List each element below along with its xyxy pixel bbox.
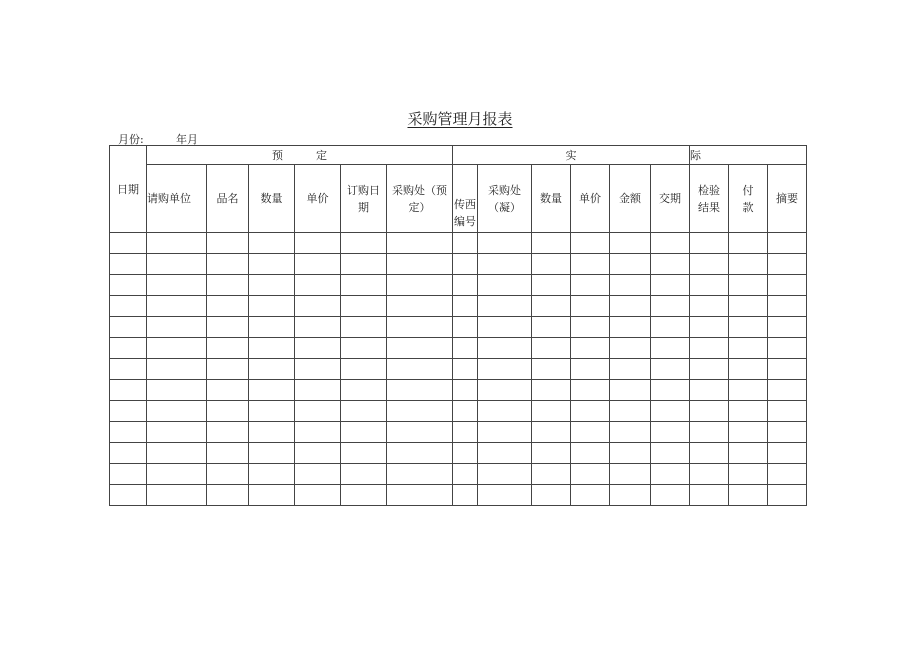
table-cell[interactable] <box>295 485 341 506</box>
table-cell[interactable] <box>610 401 651 422</box>
table-cell[interactable] <box>453 422 478 443</box>
table-cell[interactable] <box>147 275 207 296</box>
table-cell[interactable] <box>249 233 295 254</box>
table-cell[interactable] <box>341 317 387 338</box>
report-title: 采购管理月报表 <box>407 110 513 128</box>
table-cell[interactable] <box>249 296 295 317</box>
header-group-actual-2: 际 <box>690 146 807 165</box>
table-cell[interactable] <box>341 338 387 359</box>
table-cell[interactable] <box>729 422 768 443</box>
table-cell[interactable] <box>651 317 690 338</box>
table-cell[interactable] <box>571 464 610 485</box>
table-cell[interactable] <box>147 233 207 254</box>
table-cell[interactable] <box>768 443 807 464</box>
table-cell[interactable] <box>341 464 387 485</box>
table-cell[interactable] <box>690 485 729 506</box>
table-cell[interactable] <box>532 233 571 254</box>
table-cell[interactable] <box>690 359 729 380</box>
table-cell[interactable] <box>651 338 690 359</box>
table-cell[interactable] <box>610 380 651 401</box>
header-item-name: 品名 <box>207 165 249 233</box>
table-row <box>110 422 807 443</box>
table-cell[interactable] <box>478 380 532 401</box>
table-cell[interactable] <box>341 443 387 464</box>
header-row-columns <box>110 165 807 233</box>
table-cell[interactable] <box>729 254 768 275</box>
table-body <box>110 233 807 506</box>
table-cell[interactable] <box>295 464 341 485</box>
table-row <box>110 464 807 485</box>
table-cell[interactable] <box>571 422 610 443</box>
header-unit-price-actual: 单价 <box>571 165 610 233</box>
month-value: 年月 <box>176 133 198 146</box>
table-row <box>110 401 807 422</box>
purchase-report-table <box>109 145 807 506</box>
table-cell[interactable] <box>295 359 341 380</box>
table-cell[interactable] <box>387 422 453 443</box>
header-purchasing-office-actual: 采购处（凝） <box>478 165 532 233</box>
table-cell[interactable] <box>478 296 532 317</box>
table-cell[interactable] <box>729 317 768 338</box>
table-cell[interactable] <box>387 296 453 317</box>
table-cell[interactable] <box>690 275 729 296</box>
table-cell[interactable] <box>453 296 478 317</box>
table-cell[interactable] <box>571 380 610 401</box>
table-cell[interactable] <box>690 443 729 464</box>
table-cell[interactable] <box>651 464 690 485</box>
table-cell[interactable] <box>478 254 532 275</box>
table-cell[interactable] <box>768 422 807 443</box>
table-cell[interactable] <box>341 359 387 380</box>
table-cell[interactable] <box>453 338 478 359</box>
header-date: 日期 <box>110 146 147 233</box>
table-cell[interactable] <box>571 401 610 422</box>
table-cell[interactable] <box>610 464 651 485</box>
table-cell[interactable] <box>532 254 571 275</box>
table-cell[interactable] <box>651 443 690 464</box>
table-cell[interactable] <box>295 401 341 422</box>
table-cell[interactable] <box>768 485 807 506</box>
table-cell[interactable] <box>341 233 387 254</box>
table-cell[interactable] <box>207 380 249 401</box>
table-cell[interactable] <box>249 485 295 506</box>
table-cell[interactable] <box>207 359 249 380</box>
table-cell[interactable] <box>207 422 249 443</box>
table-cell[interactable] <box>690 233 729 254</box>
table-cell[interactable] <box>690 317 729 338</box>
table-cell[interactable] <box>207 275 249 296</box>
table-cell[interactable] <box>571 317 610 338</box>
header-unit-price: 单价 <box>295 165 341 233</box>
table-cell[interactable] <box>690 380 729 401</box>
header-group-actual-1: 实 <box>453 146 690 165</box>
table-cell[interactable] <box>387 464 453 485</box>
header-row-groups <box>110 146 807 165</box>
header-purchasing-office-planned: 采购处（预定） <box>387 165 453 233</box>
header-quantity: 数量 <box>249 165 295 233</box>
table-cell[interactable] <box>341 380 387 401</box>
table-cell[interactable] <box>610 296 651 317</box>
table-cell[interactable] <box>110 233 147 254</box>
table-cell[interactable] <box>729 401 768 422</box>
table-cell[interactable] <box>387 485 453 506</box>
table-cell[interactable] <box>295 254 341 275</box>
table-cell[interactable] <box>147 317 207 338</box>
table-cell[interactable] <box>453 485 478 506</box>
table-cell[interactable] <box>110 443 147 464</box>
table-cell[interactable] <box>690 422 729 443</box>
table-cell[interactable] <box>147 296 207 317</box>
table-cell[interactable] <box>768 464 807 485</box>
table-cell[interactable] <box>147 464 207 485</box>
table-cell[interactable] <box>729 485 768 506</box>
table-row <box>110 275 807 296</box>
table-cell[interactable] <box>690 254 729 275</box>
table-cell[interactable] <box>610 275 651 296</box>
table-cell[interactable] <box>478 359 532 380</box>
table-cell[interactable] <box>110 380 147 401</box>
table-cell[interactable] <box>249 359 295 380</box>
table-cell[interactable] <box>341 296 387 317</box>
table-cell[interactable] <box>610 359 651 380</box>
table-cell[interactable] <box>651 275 690 296</box>
table-cell[interactable] <box>249 422 295 443</box>
table-cell[interactable] <box>207 485 249 506</box>
table-cell[interactable] <box>768 296 807 317</box>
table-cell[interactable] <box>571 275 610 296</box>
table-cell[interactable] <box>453 254 478 275</box>
table-cell[interactable] <box>110 485 147 506</box>
table-cell[interactable] <box>110 422 147 443</box>
month-label: 月份: <box>118 133 144 146</box>
table-row <box>110 317 807 338</box>
table-cell[interactable] <box>249 254 295 275</box>
table-cell[interactable] <box>478 422 532 443</box>
table-cell[interactable] <box>532 422 571 443</box>
table-cell[interactable] <box>387 401 453 422</box>
table-cell[interactable] <box>295 296 341 317</box>
table-cell[interactable] <box>207 254 249 275</box>
table-cell[interactable] <box>729 233 768 254</box>
table-cell[interactable] <box>651 359 690 380</box>
table-cell[interactable] <box>532 338 571 359</box>
table-cell[interactable] <box>768 401 807 422</box>
table-cell[interactable] <box>110 338 147 359</box>
table-cell[interactable] <box>147 485 207 506</box>
table-cell[interactable] <box>532 401 571 422</box>
table-cell[interactable] <box>571 485 610 506</box>
table-cell[interactable] <box>295 275 341 296</box>
table-cell[interactable] <box>478 275 532 296</box>
table-cell[interactable] <box>110 464 147 485</box>
table-cell[interactable] <box>295 233 341 254</box>
table-row <box>110 338 807 359</box>
table-row <box>110 359 807 380</box>
table-cell[interactable] <box>729 296 768 317</box>
header-requesting-unit: 请购单位 <box>147 165 207 233</box>
table-cell[interactable] <box>532 275 571 296</box>
table-cell[interactable] <box>729 359 768 380</box>
table-cell[interactable] <box>768 317 807 338</box>
table-cell[interactable] <box>532 380 571 401</box>
table-cell[interactable] <box>729 275 768 296</box>
table-cell[interactable] <box>249 317 295 338</box>
table-cell[interactable] <box>651 380 690 401</box>
table-cell[interactable] <box>532 317 571 338</box>
table-cell[interactable] <box>207 296 249 317</box>
table-cell[interactable] <box>110 359 147 380</box>
table-cell[interactable] <box>147 254 207 275</box>
table-cell[interactable] <box>249 275 295 296</box>
header-summary: 摘要 <box>768 165 807 233</box>
table-cell[interactable] <box>478 317 532 338</box>
table-cell[interactable] <box>532 485 571 506</box>
table-cell[interactable] <box>207 233 249 254</box>
table-cell[interactable] <box>207 401 249 422</box>
table-cell[interactable] <box>387 443 453 464</box>
table-cell[interactable] <box>768 233 807 254</box>
table-cell[interactable] <box>651 254 690 275</box>
table-cell[interactable] <box>387 359 453 380</box>
table-cell[interactable] <box>249 443 295 464</box>
table-row <box>110 485 807 506</box>
table-cell[interactable] <box>478 338 532 359</box>
table-cell[interactable] <box>387 275 453 296</box>
table-cell[interactable] <box>387 317 453 338</box>
table-cell[interactable] <box>610 254 651 275</box>
table-cell[interactable] <box>478 233 532 254</box>
table-cell[interactable] <box>453 443 478 464</box>
table-cell[interactable] <box>651 401 690 422</box>
header-delivery-date: 交期 <box>651 165 690 233</box>
table-cell[interactable] <box>341 422 387 443</box>
table-cell[interactable] <box>207 443 249 464</box>
table-cell[interactable] <box>453 359 478 380</box>
table-cell[interactable] <box>249 401 295 422</box>
table-cell[interactable] <box>729 380 768 401</box>
table-cell[interactable] <box>147 401 207 422</box>
table-cell[interactable] <box>571 296 610 317</box>
table-cell[interactable] <box>532 443 571 464</box>
table-cell[interactable] <box>453 401 478 422</box>
table-cell[interactable] <box>387 380 453 401</box>
table-cell[interactable] <box>207 338 249 359</box>
table-row <box>110 296 807 317</box>
table-cell[interactable] <box>295 422 341 443</box>
table-cell[interactable] <box>387 254 453 275</box>
table-cell[interactable] <box>729 338 768 359</box>
table-cell[interactable] <box>610 233 651 254</box>
table-cell[interactable] <box>690 464 729 485</box>
table-cell[interactable] <box>387 338 453 359</box>
table-cell[interactable] <box>651 422 690 443</box>
table-cell[interactable] <box>341 254 387 275</box>
table-cell[interactable] <box>110 401 147 422</box>
table-cell[interactable] <box>651 485 690 506</box>
table-cell[interactable] <box>478 443 532 464</box>
table-cell[interactable] <box>341 401 387 422</box>
table-cell[interactable] <box>110 254 147 275</box>
table-row <box>110 380 807 401</box>
table-cell[interactable] <box>610 422 651 443</box>
table-cell[interactable] <box>610 485 651 506</box>
table-cell[interactable] <box>610 443 651 464</box>
table-row <box>110 254 807 275</box>
table-cell[interactable] <box>453 233 478 254</box>
header-payment: 付款 <box>729 165 768 233</box>
table-cell[interactable] <box>768 338 807 359</box>
table-cell[interactable] <box>690 338 729 359</box>
table-cell[interactable] <box>610 317 651 338</box>
table-cell[interactable] <box>571 254 610 275</box>
table-cell[interactable] <box>341 485 387 506</box>
table-cell[interactable] <box>571 233 610 254</box>
table-cell[interactable] <box>478 485 532 506</box>
table-cell[interactable] <box>249 338 295 359</box>
table-row <box>110 233 807 254</box>
table-cell[interactable] <box>453 275 478 296</box>
table-cell[interactable] <box>147 443 207 464</box>
table-cell[interactable] <box>651 296 690 317</box>
header-order-date: 订购日期 <box>341 165 387 233</box>
table-cell[interactable] <box>768 254 807 275</box>
table-cell[interactable] <box>249 380 295 401</box>
table-cell[interactable] <box>768 380 807 401</box>
table-cell[interactable] <box>295 317 341 338</box>
table-cell[interactable] <box>729 443 768 464</box>
table-cell[interactable] <box>147 359 207 380</box>
table-cell[interactable] <box>478 401 532 422</box>
table-cell[interactable] <box>341 275 387 296</box>
table-cell[interactable] <box>207 464 249 485</box>
table-cell[interactable] <box>651 233 690 254</box>
table-cell[interactable] <box>249 464 295 485</box>
table-cell[interactable] <box>729 464 768 485</box>
table-cell[interactable] <box>571 443 610 464</box>
header-group-planned: 预 定 <box>147 146 453 165</box>
table-cell[interactable] <box>110 296 147 317</box>
table-cell[interactable] <box>571 338 610 359</box>
table-cell[interactable] <box>387 233 453 254</box>
table-cell[interactable] <box>478 464 532 485</box>
header-amount: 金额 <box>610 165 651 233</box>
table-cell[interactable] <box>110 275 147 296</box>
table-cell[interactable] <box>207 317 249 338</box>
table-cell[interactable] <box>295 443 341 464</box>
table-cell[interactable] <box>147 338 207 359</box>
table-cell[interactable] <box>453 317 478 338</box>
table-cell[interactable] <box>532 359 571 380</box>
table-cell[interactable] <box>532 296 571 317</box>
table-row <box>110 443 807 464</box>
table-cell[interactable] <box>768 359 807 380</box>
table-cell[interactable] <box>768 275 807 296</box>
table-cell[interactable] <box>690 296 729 317</box>
header-fax-no: 传西编号 <box>453 165 478 233</box>
table-cell[interactable] <box>453 380 478 401</box>
table-cell[interactable] <box>610 338 651 359</box>
table-cell[interactable] <box>690 401 729 422</box>
table-cell[interactable] <box>110 317 147 338</box>
table-cell[interactable] <box>147 380 207 401</box>
table-cell[interactable] <box>453 464 478 485</box>
table-cell[interactable] <box>147 422 207 443</box>
header-inspection-result: 检验结果 <box>690 165 729 233</box>
header-quantity-actual: 数量 <box>532 165 571 233</box>
table-cell[interactable] <box>295 380 341 401</box>
table-cell[interactable] <box>532 464 571 485</box>
table-cell[interactable] <box>295 338 341 359</box>
table-cell[interactable] <box>571 359 610 380</box>
